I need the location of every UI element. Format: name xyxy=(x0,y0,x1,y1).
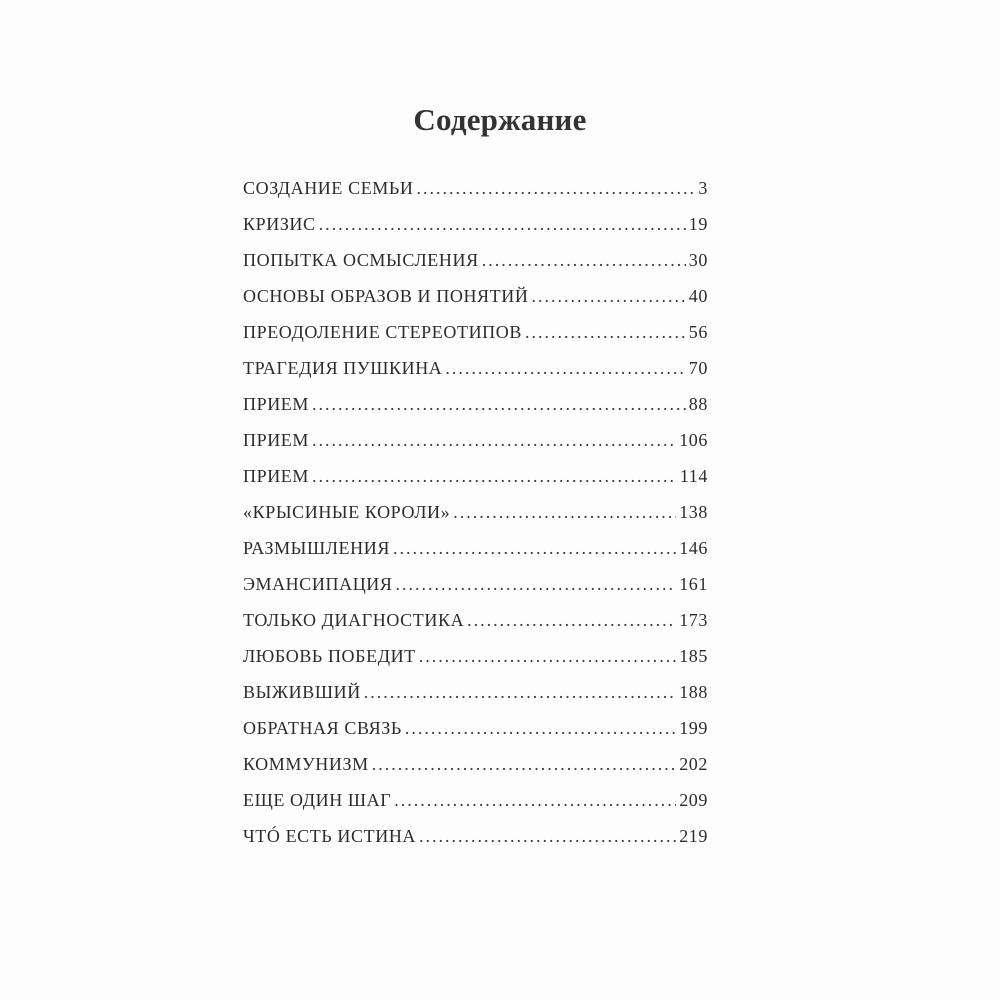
toc-dot-leader xyxy=(394,790,676,811)
toc-entry xyxy=(243,790,708,826)
toc-entry-page: 3 xyxy=(698,178,708,198)
toc-entry-title: ПРИЕМ xyxy=(243,430,310,450)
toc-dot-leader xyxy=(364,682,676,703)
toc-entry xyxy=(243,610,708,646)
toc-entry-title: КРИЗИС xyxy=(243,214,316,234)
toc-entry-title: ОСНОВЫ ОБРАЗОВ И ПОНЯТИЙ xyxy=(243,286,529,306)
toc-entry-title: ОБРАТНАЯ СВЯЗЬ xyxy=(243,718,402,738)
toc-entry xyxy=(243,502,708,538)
toc-entry-title: ЧТÓ ЕСТЬ ИСТИНА xyxy=(243,826,417,846)
toc-entry-page: 138 xyxy=(679,502,708,522)
toc-entry-title: КОММУНИЗМ xyxy=(243,754,369,774)
toc-entry xyxy=(243,646,708,682)
toc-entry xyxy=(243,466,708,502)
toc-entry xyxy=(243,358,708,394)
toc-entry xyxy=(243,430,708,466)
toc-entry-page: 219 xyxy=(679,826,708,846)
toc-entry xyxy=(243,682,708,718)
toc-entry-page: 106 xyxy=(679,430,708,450)
toc-entry-title: ПРИЕМ xyxy=(243,394,310,414)
toc-dot-leader xyxy=(482,250,686,271)
toc-entry-page: 209 xyxy=(679,790,708,810)
toc-entry-title: «КРЫСИНЫЕ КОРОЛИ» xyxy=(243,502,451,522)
toc-entry xyxy=(243,538,708,574)
toc-entry xyxy=(243,826,708,862)
toc-entry-page: 188 xyxy=(679,682,708,702)
toc-entry-page: 30 xyxy=(688,250,708,270)
toc-dot-leader xyxy=(372,754,676,775)
toc-entry xyxy=(243,322,708,358)
toc-entry xyxy=(243,286,708,322)
toc-entry-page: 173 xyxy=(679,610,708,630)
toc-entry-title: ЛЮБОВЬ ПОБЕДИТ xyxy=(243,646,416,666)
toc-dot-leader xyxy=(396,574,677,595)
toc-dot-leader xyxy=(312,466,677,487)
toc-entry-page: 185 xyxy=(679,646,708,666)
toc-entry-page: 88 xyxy=(688,394,708,414)
toc-entry-title: ТОЛЬКО ДИАГНОСТИКА xyxy=(243,610,465,630)
toc-dot-leader xyxy=(525,322,686,343)
toc-entry-page: 56 xyxy=(688,322,708,342)
toc-entry xyxy=(243,718,708,754)
toc-entry-page: 114 xyxy=(679,466,708,486)
toc-entry xyxy=(243,178,708,214)
toc-entry-title: РАЗМЫШЛЕНИЯ xyxy=(243,538,390,558)
toc-dot-leader xyxy=(445,358,685,379)
toc-dot-leader xyxy=(416,178,695,199)
toc-entry-page: 19 xyxy=(688,214,708,234)
toc-entry xyxy=(243,214,708,250)
toc-entry-page: 202 xyxy=(679,754,708,774)
toc-entry-page: 40 xyxy=(688,286,708,306)
toc-entry xyxy=(243,754,708,790)
toc-dot-leader xyxy=(419,826,676,847)
toc-entry-page: 199 xyxy=(679,718,708,738)
toc-entry xyxy=(243,250,708,286)
toc-dot-leader xyxy=(312,430,676,451)
toc-dot-leader xyxy=(319,214,686,235)
page-title: Содержание xyxy=(413,102,587,137)
toc-entry-title: СОЗДАНИЕ СЕМЬИ xyxy=(243,178,414,198)
toc-dot-leader xyxy=(467,610,676,631)
table-of-contents xyxy=(243,178,708,862)
toc-entry-title: ПОПЫТКА ОСМЫСЛЕНИЯ xyxy=(243,250,479,270)
toc-entry-title: ПРИЕМ xyxy=(243,466,310,486)
toc-entry-page: 146 xyxy=(679,538,708,558)
toc-entry-title: ТРАГЕДИЯ ПУШКИНА xyxy=(243,358,443,378)
toc-dot-leader xyxy=(531,286,685,307)
toc-entry-page: 70 xyxy=(688,358,708,378)
toc-entry-page: 161 xyxy=(679,574,708,594)
toc-dot-leader xyxy=(393,538,676,559)
toc-entry xyxy=(243,394,708,430)
toc-dot-leader xyxy=(405,718,676,739)
toc-entry-title: ПРЕОДОЛЕНИЕ СТЕРЕОТИПОВ xyxy=(243,322,522,342)
toc-entry-title: ЕЩЕ ОДИН ШАГ xyxy=(243,790,392,810)
toc-entry xyxy=(243,574,708,610)
toc-dot-leader xyxy=(453,502,676,523)
toc-entry-title: ВЫЖИВШИЙ xyxy=(243,682,361,702)
toc-dot-leader xyxy=(419,646,676,667)
toc-entry-title: ЭМАНСИПАЦИЯ xyxy=(243,574,393,594)
toc-dot-leader xyxy=(312,394,686,415)
